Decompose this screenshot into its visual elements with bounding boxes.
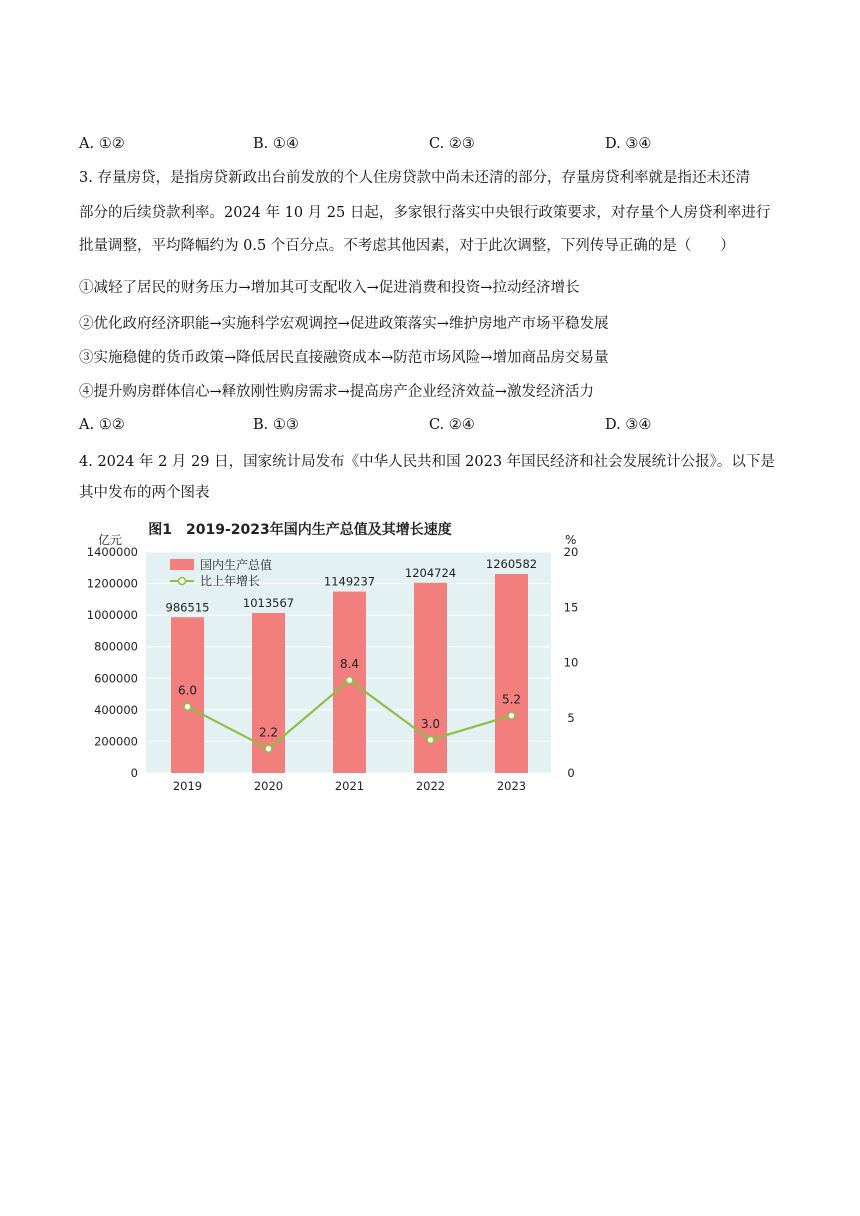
q3-item-2: ②优化政府经济职能→实施科学宏观调控→促进政策落实→维护房地产市场平稳发展 xyxy=(79,316,609,332)
growth-value-label: 8.4 xyxy=(339,657,360,672)
x-tick-label: 2020 xyxy=(253,779,284,793)
right-tick-label: 0 xyxy=(567,766,575,780)
gdp-chart xyxy=(80,512,592,814)
legend-bar-swatch xyxy=(170,559,194,570)
legend-label-gdp: 国内生产总值 xyxy=(200,558,273,572)
left-tick-label: 200000 xyxy=(94,734,138,749)
bar-value-label: 1260582 xyxy=(485,557,538,572)
right-tick-label: 15 xyxy=(563,600,579,615)
left-tick-label: 1400000 xyxy=(86,545,138,559)
right-tick-label: 10 xyxy=(563,655,579,670)
q3-option-d: D. ③④ xyxy=(605,417,652,433)
right-axis-unit: % xyxy=(565,533,577,547)
bar-value-label: 986515 xyxy=(165,600,210,615)
right-tick-label: 20 xyxy=(563,545,579,559)
growth-point xyxy=(346,677,353,684)
gdp-bar xyxy=(495,574,528,773)
q4-stem-line-1: 4. 2024 年 2 月 29 日，国家统计局发布《中华人民共和国 2023 年国民经济和社会发展统计公报》。以下是 xyxy=(79,454,775,470)
q3-item-4: ④提升购房群体信心→释放刚性购房需求→提高房产企业经济效益→激发经济活力 xyxy=(79,384,594,400)
left-tick-label: 0 xyxy=(130,766,138,780)
q4-stem-line-2: 其中发布的两个图表 xyxy=(79,485,210,501)
q3-item-1: ①减轻了居民的财务压力→增加其可支配收入→促进消费和投资→拉动经济增长 xyxy=(79,280,580,296)
q3-option-a: A. ①② xyxy=(79,417,125,433)
q3-stem-line-1: 3. 存量房贷，是指房贷新政出台前发放的个人住房贷款中尚未还清的部分，存量房贷利率就是指还未还清 xyxy=(79,170,750,186)
growth-point xyxy=(427,736,434,743)
legend-line-marker xyxy=(179,578,186,585)
right-tick-label: 5 xyxy=(567,710,575,725)
chart-title: 图1 2019-2023年国内生产总值及其增长速度 xyxy=(148,522,452,538)
growth-value-label: 6.0 xyxy=(177,683,198,698)
left-axis-unit: 亿元 xyxy=(98,533,123,547)
q2-option-b: B. ①④ xyxy=(253,136,299,152)
q2-option-d: D. ③④ xyxy=(605,136,652,152)
growth-value-label: 3.0 xyxy=(420,716,441,731)
gdp-chart-svg xyxy=(80,512,592,814)
gdp-bar xyxy=(414,583,447,773)
q3-stem-line-3: 批量调整，平均降幅约为 0.5 个百分点。不考虑其他因素，对于此次调整，下列传导正确的是（ ） xyxy=(79,238,735,254)
bar-value-label: 1013567 xyxy=(242,596,295,611)
growth-point xyxy=(508,712,515,719)
left-tick-label: 1000000 xyxy=(86,608,138,623)
q3-option-b: B. ①③ xyxy=(253,417,299,433)
left-tick-label: 800000 xyxy=(94,639,138,654)
q2-option-c: C. ②③ xyxy=(429,136,475,152)
x-tick-label: 2019 xyxy=(172,779,203,793)
bar-value-label: 1204724 xyxy=(404,565,457,580)
x-tick-label: 2021 xyxy=(334,779,365,793)
growth-point xyxy=(184,703,191,710)
q3-stem-line-2: 部分的后续贷款利率。2024 年 10 月 25 日起，多家银行落实中央银行政策要求，对存量个人房贷利率进行 xyxy=(79,205,771,221)
left-tick-label: 600000 xyxy=(94,671,138,686)
x-tick-label: 2023 xyxy=(496,779,527,793)
legend-label-growth: 比上年增长 xyxy=(200,574,261,588)
growth-value-label: 5.2 xyxy=(501,692,522,707)
q3-item-3: ③实施稳健的货币政策→降低居民直接融资成本→防范市场风险→增加商品房交易量 xyxy=(79,350,609,366)
left-tick-label: 1200000 xyxy=(86,576,138,591)
q2-option-a: A. ①② xyxy=(79,136,125,152)
x-tick-label: 2022 xyxy=(415,779,446,793)
growth-value-label: 2.2 xyxy=(258,725,279,740)
bar-value-label: 1149237 xyxy=(323,574,376,589)
left-tick-label: 400000 xyxy=(94,702,138,717)
growth-point xyxy=(265,745,272,752)
q3-option-c: C. ②④ xyxy=(429,417,475,433)
